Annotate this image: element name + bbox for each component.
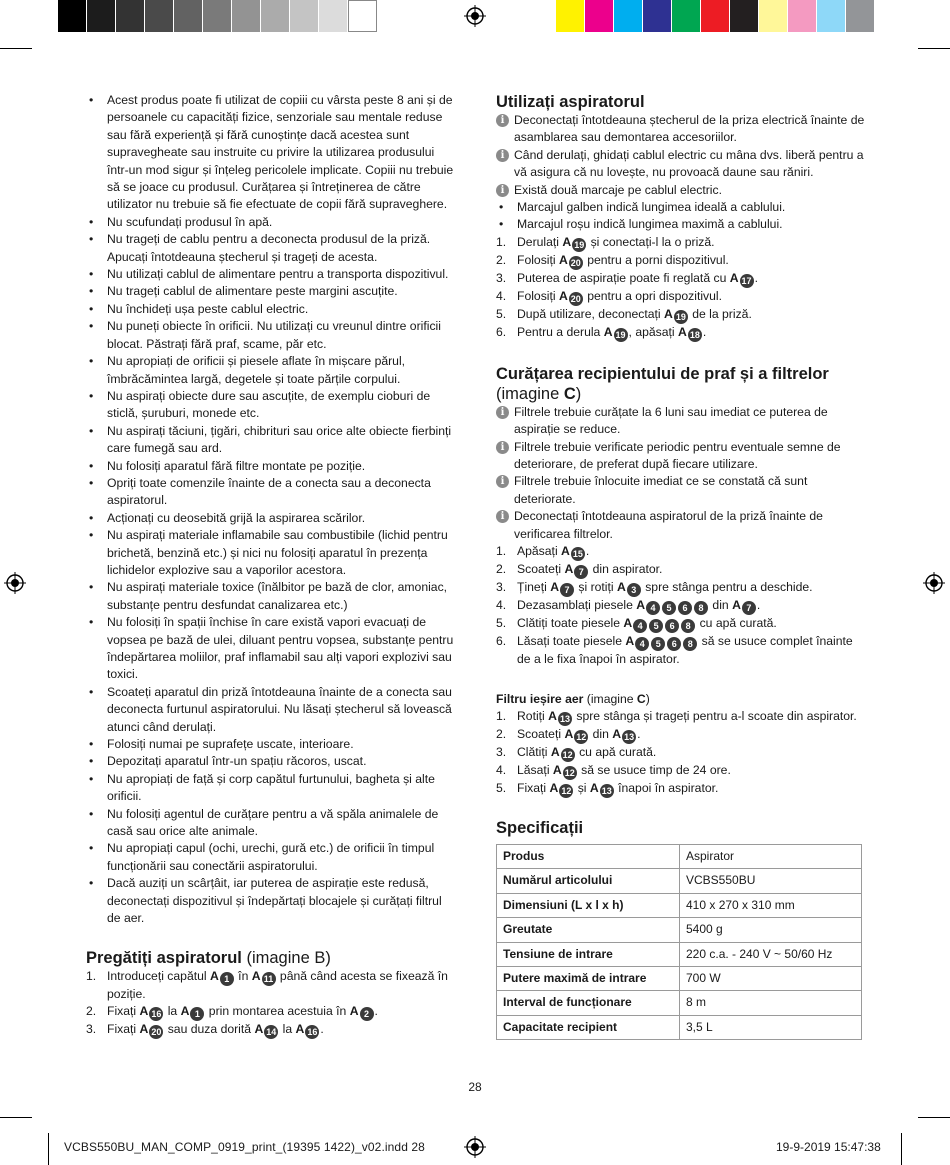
section-title: Utilizați aspiratorul	[496, 93, 645, 111]
list-item: • Nu trageți de cablu pentru a deconecta produsul de la priză. Apucați întotdeauna ștecherul și trageți de acesta.	[86, 231, 458, 266]
info-icon: i	[496, 184, 509, 197]
step-item: 5. După utilizare, deconectați A 19 de la priză.	[496, 306, 752, 322]
section-specs-heading	[496, 818, 868, 838]
clean-info-list	[496, 404, 868, 543]
spec-value: 8 m	[680, 991, 862, 1015]
registration-mark-icon	[4, 572, 26, 594]
part-number-badge: 1	[220, 972, 234, 986]
spec-value: VCBS550BU	[680, 869, 862, 893]
part-number-badge: 8	[683, 637, 697, 651]
part-number-badge: 18	[689, 329, 700, 340]
step-item: 6. Lăsați toate piesele A 4 5 6 8 să se usuce complet înainte de a le fixa înapoi în aspirator.	[496, 634, 853, 667]
part-number-badge: 14	[266, 1026, 277, 1037]
filter-steps	[496, 708, 868, 798]
section-subtitle: (imagine B)	[246, 948, 331, 967]
color-swatch	[817, 0, 846, 32]
step-item: 2. Fixați A 16 la A 1 prin montarea acestuia în A 2 .	[86, 1003, 378, 1019]
part-number-badge: 7	[574, 565, 588, 579]
color-swatch	[319, 0, 348, 32]
left-column	[86, 92, 458, 1039]
part-number-badge: 6	[678, 601, 692, 615]
crop-mark	[48, 1133, 49, 1165]
section-prepare-heading	[86, 948, 458, 968]
spec-value: 3,5 L	[680, 1015, 862, 1039]
section-title: Curățarea recipientului de praf și a filtrelor	[496, 364, 829, 383]
step-item: 1. Apăsați A 15 .	[496, 544, 590, 560]
subsection-title: Filtru ieșire aer	[496, 691, 584, 706]
list-item: • Nu apropiați capul (ochi, urechi, gură etc.) de orificii în timpul funcționării sau conectării aspiratorului.	[86, 840, 458, 875]
info-note: i Filtrele trebuie curățate la 6 luni sau imediat ce puterea de aspirație se reduce.	[496, 404, 868, 439]
list-item: • Acționați cu deosebită grijă la aspirarea scărilor.	[86, 510, 458, 527]
color-calibration-bar	[556, 0, 875, 32]
list-item: • Opriți toate comenzile înainte de a conecta sau a deconecta aspiratorul.	[86, 475, 458, 510]
crop-mark	[918, 1117, 950, 1118]
part-number-badge: 5	[662, 601, 676, 615]
clean-steps	[496, 543, 868, 668]
part-number-badge: 4	[635, 637, 649, 651]
step-item: 5. Clătiți toate piesele A 4 5 6 8 cu apă curată.	[496, 616, 777, 632]
section-clean-heading	[496, 364, 868, 404]
part-number-badge: 3	[627, 583, 641, 597]
part-number-badge: 8	[681, 619, 695, 633]
color-swatch	[203, 0, 232, 32]
info-note: i Există două marcaje pe cablul electric.	[496, 182, 868, 199]
color-swatch	[261, 0, 290, 32]
part-number-badge: 12	[564, 767, 575, 778]
footer-datetime: 19-9-2019 15:47:38	[776, 1140, 881, 1154]
list-item: • Nu apropiați de orificii și piesele aflate în mișcare părul, îmbrăcămintea largă, degetele și toate părțile corpului.	[86, 353, 458, 388]
registration-mark-icon	[464, 5, 486, 27]
registration-mark-icon	[923, 572, 945, 594]
crop-mark	[901, 1133, 902, 1165]
part-number-badge: 20	[570, 293, 581, 304]
registration-mark-icon	[464, 1136, 486, 1158]
color-swatch	[643, 0, 672, 32]
color-swatch	[730, 0, 759, 32]
part-number-badge: 2	[360, 1007, 374, 1021]
list-item: • Depozitați aparatul într-un spațiu răcoros, uscat.	[86, 753, 458, 770]
step-item: 4. Folosiți A 20 pentru a opri dispozitivul.	[496, 288, 723, 304]
color-swatch	[846, 0, 875, 32]
spec-value: Aspirator	[680, 844, 862, 868]
info-icon: i	[496, 441, 509, 454]
right-column	[496, 92, 868, 1040]
part-number-badge: 19	[675, 311, 686, 322]
table-row	[497, 893, 862, 917]
list-item: • Nu trageți cablul de alimentare peste margini ascuțite.	[86, 283, 458, 300]
part-number-badge: 4	[633, 619, 647, 633]
part-number-badge: 12	[562, 749, 573, 760]
color-swatch	[87, 0, 116, 32]
table-row	[497, 942, 862, 966]
spec-value: 5400 g	[680, 918, 862, 942]
step-item: 2. Scoateți A 12 din A 13 .	[496, 726, 641, 742]
part-number-badge: 5	[649, 619, 663, 633]
part-number-badge: 7	[742, 601, 756, 615]
spec-label: Capacitate recipient	[497, 1015, 680, 1039]
part-number-badge: 19	[615, 329, 626, 340]
list-item: • Nu folosiți în spații închise în care există vapori evacuați de vopsea pe bază de ulei, diluant pentru vopsea, substanțe pentru îndepărtarea moliilor, praf inflamabil sau alți vapori explozivi sau toxici.	[86, 614, 458, 684]
table-row	[497, 844, 862, 868]
color-swatch	[290, 0, 319, 32]
list-item: • Nu închideți ușa peste cablul electric.	[86, 301, 458, 318]
spec-label: Tensiune de intrare	[497, 942, 680, 966]
list-item: • Nu scufundați produsul în apă.	[86, 214, 458, 231]
table-row	[497, 918, 862, 942]
spec-value: 700 W	[680, 966, 862, 990]
info-icon: i	[496, 406, 509, 419]
table-row	[497, 966, 862, 990]
color-swatch	[58, 0, 87, 32]
crop-mark	[0, 48, 32, 49]
info-note: i Filtrele trebuie înlocuite imediat ce se constată că sunt deteriorate.	[496, 473, 868, 508]
spec-label: Produs	[497, 844, 680, 868]
section-title: Pregătiți aspiratorul	[86, 948, 242, 967]
list-item: • Marcajul galben indică lungimea ideală a cablului.	[496, 199, 868, 216]
list-item: • Nu folosiți aparatul fără filtre montate pe poziție.	[86, 458, 458, 475]
section-subtitle: (imagine C)	[496, 384, 582, 403]
crop-mark	[918, 48, 950, 49]
list-item: • Nu aspirați materiale inflamabile sau combustibile (lichid pentru brichetă, benzină etc.) și nici nu folosiți aparatul în prezența lichidelor explozive sau a vaporilor acestora.	[86, 527, 458, 579]
step-item: 3. Țineți A 7 și rotiți A 3 spre stânga pentru a deschide.	[496, 580, 813, 596]
part-number-badge: 8	[694, 601, 708, 615]
list-item: • Nu utilizați cablul de alimentare pentru a transporta dispozitivul.	[86, 266, 458, 283]
list-item: • Nu aspirați tăciuni, țigări, chibrituri sau orice alte obiecte fierbinți care fumegă sau ard.	[86, 423, 458, 458]
color-swatch	[759, 0, 788, 32]
step-item: 6. Pentru a derula A 19 , apăsați A 18 .	[496, 324, 707, 340]
step-item: 4. Dezasamblați piesele A 4 5 6 8 din A 7 .	[496, 598, 761, 614]
step-item: 2. Scoateți A 7 din aspirator.	[496, 562, 663, 578]
color-swatch	[614, 0, 643, 32]
part-number-badge: 15	[572, 549, 583, 560]
table-row	[497, 991, 862, 1015]
step-item: 4. Lăsați A 12 să se usuce timp de 24 ore.	[496, 762, 731, 778]
list-item: • Scoateți aparatul din priză întotdeauna înainte de a conecta sau deconecta furtunul aspiratorului. Nu lăsați ștecherul să lovească atunci când derulați.	[86, 684, 458, 736]
list-item: • Nu puneți obiecte în orificii. Nu utilizați cu vreunul dintre orificii blocat. Păstrați fără praf, scame, păr etc.	[86, 318, 458, 353]
part-number-badge: 4	[646, 601, 660, 615]
info-note: i Deconectați întotdeauna aspiratorul de la priză înainte de verificarea filtrelor.	[496, 508, 868, 543]
part-number-badge: 6	[665, 619, 679, 633]
info-icon: i	[496, 114, 509, 127]
section-use-heading	[496, 92, 868, 112]
part-number-badge: 7	[560, 583, 574, 597]
step-item: 1. Rotiți A 13 spre stânga și trageți pentru a-l scoate din aspirator.	[496, 708, 857, 724]
color-swatch	[174, 0, 203, 32]
color-swatch	[145, 0, 174, 32]
info-icon: i	[496, 510, 509, 523]
spec-value: 220 c.a. - 240 V ~ 50/60 Hz	[680, 942, 862, 966]
table-row	[497, 869, 862, 893]
crop-mark	[0, 1117, 32, 1118]
info-note: i Deconectați întotdeauna ștecherul de la priza electrică înainte de asamblarea sau demontarea accesoriilor.	[496, 112, 868, 147]
part-number-badge: 20	[570, 257, 581, 268]
color-swatch	[701, 0, 730, 32]
info-icon: i	[496, 149, 509, 162]
part-number-badge: 16	[307, 1026, 318, 1037]
footer-filename: VCBS550BU_MAN_COMP_0919_print_(19395 1422)_v02.indd 28	[64, 1140, 425, 1154]
step-item: 3. Fixați A 20 sau duza dorită A 14 la A 16 .	[86, 1021, 324, 1037]
list-item: • Nu folosiți agentul de curățare pentru a vă spăla animalele de casă sau orice alte animale.	[86, 806, 458, 841]
spec-label: Dimensiuni (L x l x h)	[497, 893, 680, 917]
prepare-steps	[86, 968, 458, 1039]
page-number: 28	[468, 1080, 482, 1094]
step-item: 5. Fixați A 12 și A 13 înapoi în aspirator.	[496, 780, 719, 796]
section-title: Specificații	[496, 818, 584, 837]
list-item: • Dacă auziți un scârțâit, iar puterea de aspirație este redusă, deconectați dispozitivul și îndepărtați blocajele și curățați filtrul de aer.	[86, 875, 458, 927]
step-item: 3. Puterea de aspirație poate fi reglată cu A 17 .	[496, 270, 758, 286]
step-item: 2. Folosiți A 20 pentru a porni dispozitivul.	[496, 252, 729, 268]
info-icon: i	[496, 475, 509, 488]
part-number-badge: 19	[574, 239, 585, 250]
use-bullets	[496, 199, 868, 234]
use-info-list	[496, 112, 868, 199]
info-note: i Când derulați, ghidați cablul electric cu mâna dvs. liberă pentru a vă asigura că nu lovește, nu provoacă daune sau răniri.	[496, 147, 868, 182]
step-item: 3. Clătiți A 12 cu apă curată.	[496, 744, 657, 760]
part-number-badge: 12	[561, 785, 572, 796]
spec-label: Greutate	[497, 918, 680, 942]
filter-heading: Filtru ieșire aer (imagine C)	[496, 691, 650, 706]
color-swatch	[788, 0, 817, 32]
part-number-badge: 20	[151, 1026, 162, 1037]
part-number-badge: 6	[667, 637, 681, 651]
list-item: • Folosiți numai pe suprafețe uscate, interioare.	[86, 736, 458, 753]
color-swatch	[672, 0, 701, 32]
list-item: • Nu aspirați materiale toxice (înălbitor pe bază de clor, amoniac, substanțe pentru desfundat canalizarea etc.)	[86, 579, 458, 614]
color-swatch	[585, 0, 614, 32]
color-swatch	[232, 0, 261, 32]
specifications-table	[496, 844, 862, 1040]
part-number-badge: 11	[262, 972, 276, 986]
color-swatch	[556, 0, 585, 32]
list-item: • Marcajul roșu indică lungimea maximă a cablului.	[496, 216, 868, 233]
part-number-badge: 16	[151, 1008, 162, 1019]
spec-value: 410 x 270 x 310 mm	[680, 893, 862, 917]
step-item: 1. Derulați A 19 și conectați-l la o priză.	[496, 234, 715, 250]
list-item: • Nu aspirați obiecte dure sau ascuțite, de exemplu cioburi de sticlă, șuruburi, monede etc.	[86, 388, 458, 423]
part-number-badge: 5	[651, 637, 665, 651]
spec-label: Interval de funcționare	[497, 991, 680, 1015]
part-number-badge: 1	[190, 1007, 204, 1021]
spec-label: Putere maximă de intrare	[497, 966, 680, 990]
list-item: • Nu apropiați de față și corp capătul furtunului, bagheta și alte orificii.	[86, 771, 458, 806]
gray-calibration-bar	[58, 0, 377, 32]
use-steps	[496, 234, 868, 342]
table-row	[497, 1015, 862, 1039]
info-note: i Filtrele trebuie verificate periodic pentru eventuale semne de deteriorare, de preferat după fiecare utilizare.	[496, 439, 868, 474]
part-number-badge: 13	[559, 713, 570, 724]
part-number-badge: 17	[741, 275, 752, 286]
color-swatch	[348, 0, 377, 32]
part-number-badge: 13	[624, 731, 635, 742]
spec-label: Numărul articolului	[497, 869, 680, 893]
part-number-badge: 13	[601, 785, 612, 796]
part-number-badge: 12	[576, 731, 587, 742]
color-swatch	[116, 0, 145, 32]
step-item: 1. Introduceți capătul A 1 în A 11 până când acesta se fixează în poziție.	[86, 968, 448, 1001]
safety-list	[86, 92, 458, 928]
list-item: • Acest produs poate fi utilizat de copiii cu vârsta peste 8 ani și de persoanele cu capacități fizice, senzoriale sau mentale reduse sau fără experiență și fără cunoștințe dacă acestea sunt supravegheate sau instruite cu privire la utilizarea produsului într-un mod sigur și înțeleg pericolele implicate. Copiii nu trebuie să se joace cu produsul. Curățarea și întreținerea de către utilizator nu trebuie să fie efectuate de copii fără supraveghere.	[86, 92, 458, 214]
